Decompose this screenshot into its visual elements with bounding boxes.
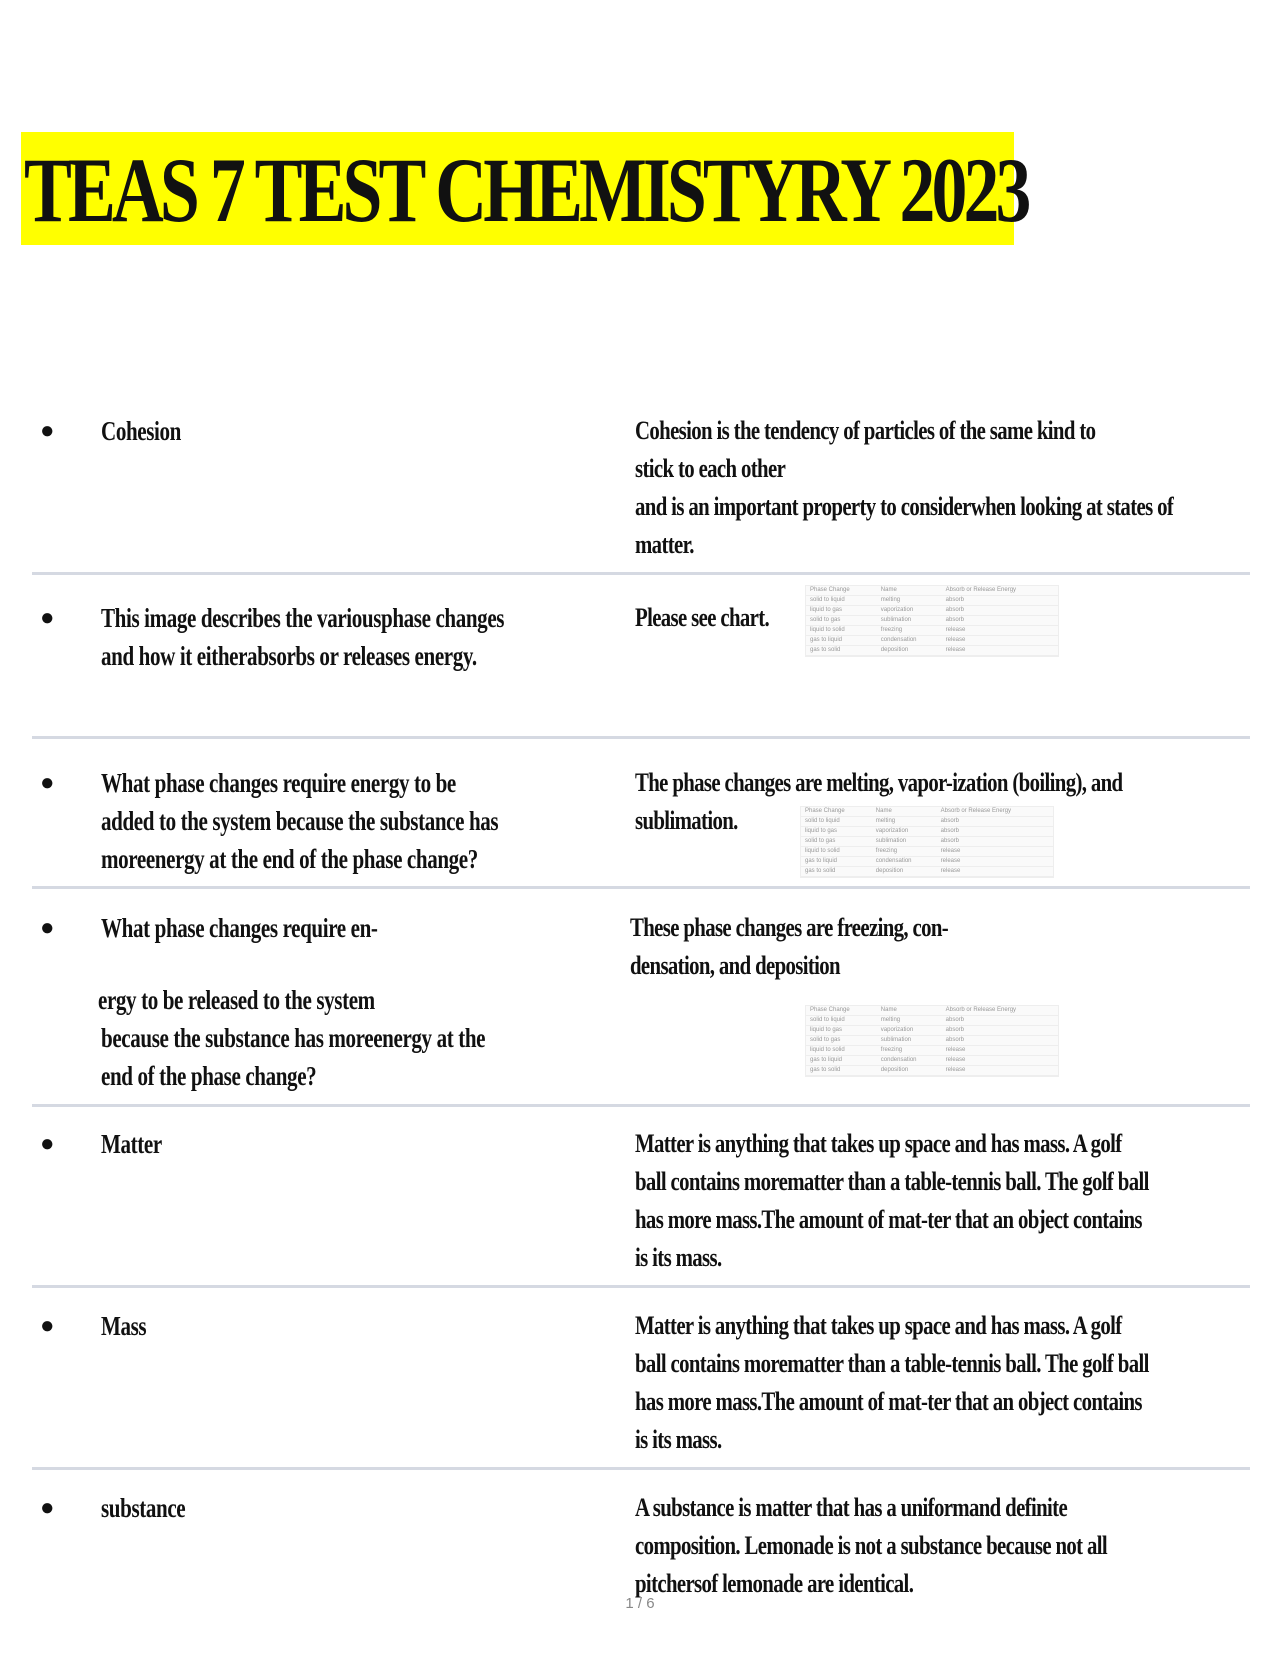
chart-cell: absorb	[942, 1036, 1058, 1046]
bullet-icon: ●	[40, 1131, 55, 1157]
term	[101, 599, 621, 675]
chart-cell: solid to liquid	[801, 817, 872, 827]
term-line: moreenergy at the end of the phase change?	[101, 844, 478, 874]
chart-cell: deposition	[877, 1066, 942, 1076]
bullet-icon: ●	[40, 418, 55, 444]
term-line: because the substance has moreenergy at the	[101, 1023, 486, 1053]
chart-cell: sublimation	[877, 1036, 942, 1046]
chart-cell: release	[942, 1066, 1058, 1076]
chart-cell: absorb	[942, 606, 1058, 616]
chart-cell: absorb	[942, 596, 1058, 606]
term-line: What phase changes require en-	[101, 913, 378, 943]
bullet-icon: ●	[40, 1313, 55, 1339]
chart-header: Phase Change	[806, 586, 877, 596]
bullet-icon: ●	[40, 605, 55, 631]
definition-line: Matter is anything that takes up space and has mass. A golf	[635, 1129, 1122, 1158]
definition-line: A substance is matter that has a uniformand definite	[635, 1493, 1068, 1522]
chart-header: Name	[877, 1006, 942, 1016]
term	[101, 412, 621, 450]
term-line: Cohesion	[101, 416, 181, 446]
definition-line: stick to each other	[635, 454, 786, 483]
chart-cell: vaporization	[877, 1026, 942, 1036]
chart-cell: liquid to solid	[801, 847, 872, 857]
term-line: Mass	[101, 1311, 147, 1341]
chart-cell: solid to gas	[806, 1036, 877, 1046]
definition-line: ball contains morematter than a table-tennis ball. The golf ball	[635, 1167, 1149, 1196]
chart-cell: absorb	[942, 1016, 1058, 1026]
chart-cell: release	[942, 1056, 1058, 1066]
chart-cell: vaporization	[872, 827, 937, 837]
definition-line: has more mass.The amount of mat-ter that an object contains	[635, 1205, 1142, 1234]
chart-header: Name	[877, 586, 942, 596]
row-divider	[32, 1285, 1250, 1288]
chart-cell: sublimation	[877, 616, 942, 626]
definition-line: composition. Lemonade is not a substance because not all	[635, 1531, 1108, 1560]
chart-cell: liquid to solid	[806, 1046, 877, 1056]
chart-cell: freezing	[872, 847, 937, 857]
chart-cell: absorb	[942, 1026, 1058, 1036]
term	[98, 909, 621, 1095]
chart-header: Name	[872, 807, 937, 817]
chart-cell: gas to liquid	[806, 636, 877, 646]
chart-cell: gas to solid	[806, 646, 877, 656]
term-line: substance	[101, 1493, 186, 1523]
definition-line: sublimation.	[635, 806, 738, 835]
chart-cell: deposition	[877, 646, 942, 656]
chart-cell: melting	[877, 1016, 942, 1026]
definition-line: These phase changes are freezing, con-	[630, 913, 949, 942]
phase-change-chart-image	[805, 1005, 1059, 1077]
chart-cell: melting	[872, 817, 937, 827]
chart-cell: freezing	[877, 626, 942, 636]
bullet-icon: ●	[40, 915, 55, 941]
definition	[630, 909, 1270, 985]
definition	[635, 1489, 1275, 1603]
term-line: This image describes the variousphase changes	[101, 603, 505, 633]
chart-cell: absorb	[937, 817, 1053, 827]
chart-cell: absorb	[942, 616, 1058, 626]
definition-line: ball contains morematter than a table-tennis ball. The golf ball	[635, 1349, 1149, 1378]
definition	[635, 412, 1275, 564]
chart-cell: release	[942, 636, 1058, 646]
bullet-icon: ●	[40, 770, 55, 796]
term	[101, 764, 621, 878]
chart-cell: liquid to solid	[806, 626, 877, 636]
term-line	[101, 947, 507, 981]
row-divider	[32, 886, 1250, 889]
term-line: ergy to be released to the system	[98, 985, 375, 1015]
term-line: added to the system because the substance has	[101, 806, 499, 836]
chart-cell: condensation	[877, 1056, 942, 1066]
chart-cell: gas to liquid	[801, 857, 872, 867]
definition-line: pitchersof lemonade are identical.	[635, 1569, 914, 1598]
chart-cell: gas to solid	[801, 867, 872, 877]
term	[101, 1307, 621, 1345]
chart-cell: absorb	[937, 837, 1053, 847]
chart-cell: solid to gas	[801, 837, 872, 847]
term	[101, 1125, 621, 1163]
chart-cell: condensation	[877, 636, 942, 646]
chart-cell: release	[937, 847, 1053, 857]
chart-cell: melting	[877, 596, 942, 606]
term	[101, 1489, 621, 1527]
row-divider	[32, 572, 1250, 575]
chart-cell: liquid to gas	[806, 606, 877, 616]
definition-line: The phase changes are melting, vapor-ization (boiling), and	[635, 768, 1123, 797]
term-line: end of the phase change?	[101, 1061, 317, 1091]
chart-header: Absorb or Release Energy	[937, 807, 1053, 817]
chart-header: Phase Change	[806, 1006, 877, 1016]
definition-line: is its mass.	[635, 1425, 722, 1454]
row-divider	[32, 736, 1250, 739]
term-line: What phase changes require energy to be	[101, 768, 456, 798]
page-indicator: 1 / 6	[625, 1595, 655, 1612]
row-divider	[32, 1104, 1250, 1107]
definition-line: has more mass.The amount of mat-ter that an object contains	[635, 1387, 1142, 1416]
chart-cell: release	[942, 646, 1058, 656]
definition-line: matter.	[635, 530, 694, 559]
term-line: and how it eitherabsorbs or releases energy.	[101, 641, 477, 671]
phase-change-chart-image	[805, 585, 1059, 657]
term-line: Matter	[101, 1129, 162, 1159]
definition	[635, 1307, 1275, 1459]
page-title: TEAS 7 TEST CHEMISTYRY 2023	[24, 139, 1028, 241]
definition	[635, 1125, 1275, 1277]
chart-cell: vaporization	[877, 606, 942, 616]
chart-cell: solid to liquid	[806, 596, 877, 606]
definition-line: and is an important property to considerwhen looking at states of	[635, 492, 1174, 521]
chart-cell: release	[937, 857, 1053, 867]
chart-cell: freezing	[877, 1046, 942, 1056]
chart-cell: sublimation	[872, 837, 937, 847]
chart-cell: absorb	[937, 827, 1053, 837]
bullet-icon: ●	[40, 1495, 55, 1521]
chart-header: Absorb or Release Energy	[942, 586, 1058, 596]
chart-cell: solid to gas	[806, 616, 877, 626]
chart-cell: gas to liquid	[806, 1056, 877, 1066]
definition-line: Cohesion is the tendency of particles of the same kind to	[635, 416, 1096, 445]
chart-cell: liquid to gas	[801, 827, 872, 837]
definition-line: Please see chart.	[635, 603, 770, 632]
row-divider	[32, 1467, 1250, 1470]
definition-line: is its mass.	[635, 1243, 722, 1272]
chart-cell: liquid to gas	[806, 1026, 877, 1036]
chart-cell: condensation	[872, 857, 937, 867]
chart-cell: release	[942, 626, 1058, 636]
chart-cell: solid to liquid	[806, 1016, 877, 1026]
phase-change-chart-image	[800, 806, 1054, 878]
definition-line: Matter is anything that takes up space and has mass. A golf	[635, 1311, 1122, 1340]
chart-cell: gas to solid	[806, 1066, 877, 1076]
chart-cell: release	[942, 1046, 1058, 1056]
chart-cell: deposition	[872, 867, 937, 877]
definition-line: densation, and deposition	[630, 951, 840, 980]
chart-cell: release	[937, 867, 1053, 877]
chart-header: Phase Change	[801, 807, 872, 817]
chart-header: Absorb or Release Energy	[942, 1006, 1058, 1016]
